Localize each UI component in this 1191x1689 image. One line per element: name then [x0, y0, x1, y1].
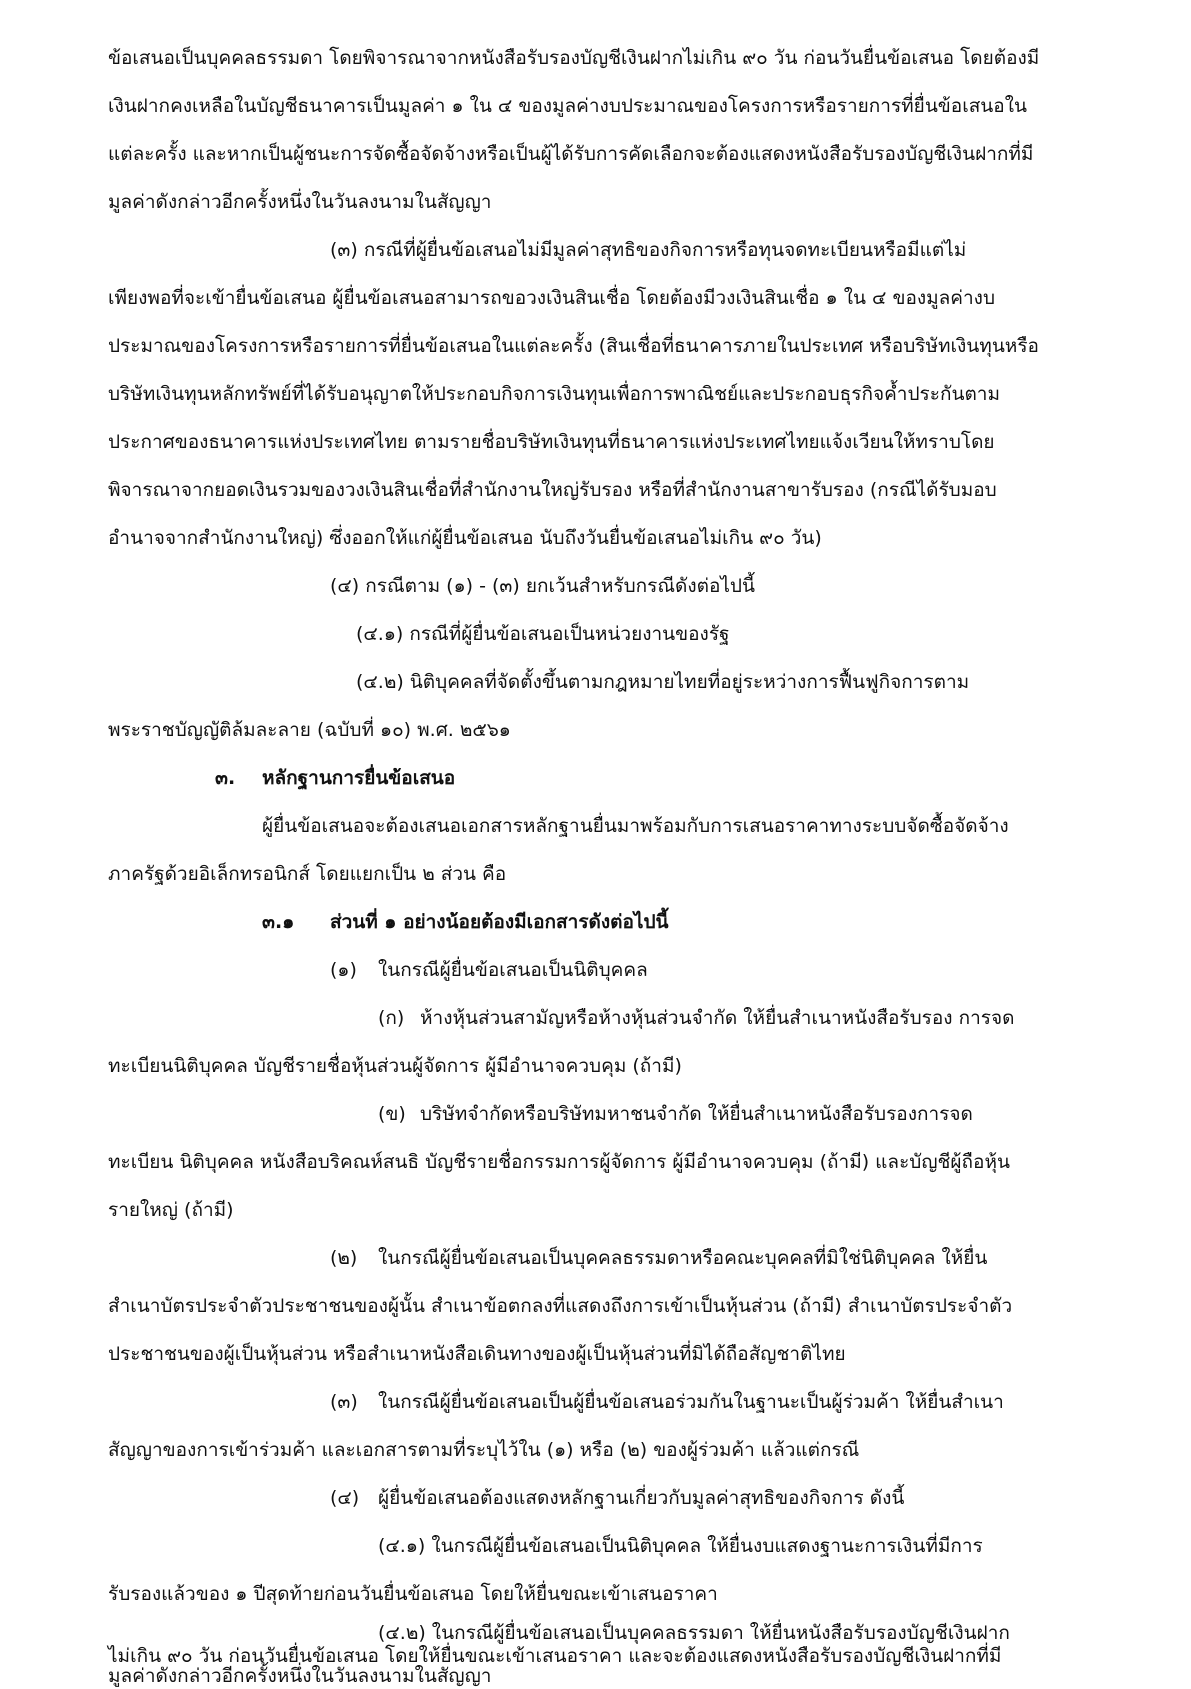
text-line: รับรองแล้วของ ๑ ปีสุดท้ายก่อนวันยื่นข้อเสนอ โดยให้ยื่นขณะเข้าเสนอราคา: [108, 1583, 718, 1605]
text-line: บริษัทเงินทุนหลักทรัพย์ที่ได้รับอนุญาตให้ประกอบกิจการเงินทุนเพื่อการพาณิชย์และประกอบธุรกิจค้ำประกันตาม: [108, 383, 1000, 405]
section-heading: หลักฐานการยื่นข้อเสนอ: [262, 767, 456, 789]
item-number: (๒): [330, 1247, 358, 1269]
text-line: พิจารณาจากยอดเงินรวมของวงเงินสินเชื่อที่สำนักงานใหญ่รับรอง หรือที่สำนักงานสาขารับรอง (กรณีได้รับมอบ: [108, 479, 997, 501]
text-line: (๓) กรณีที่ผู้ยื่นข้อเสนอไม่มีมูลค่าสุทธิของกิจการหรือทุนจดทะเบียนหรือมีแต่ไม่: [330, 239, 967, 261]
text-line: ในกรณีผู้ยื่นข้อเสนอเป็นนิติบุคคล: [378, 959, 648, 981]
text-line: ประชาชนของผู้เป็นหุ้นส่วน หรือสำเนาหนังสือเดินทางของผู้เป็นหุ้นส่วนที่มิได้ถือสัญชาติไทย: [108, 1343, 846, 1365]
text-line: ทะเบียน นิติบุคคล หนังสือบริคณห์สนธิ บัญชีรายชื่อกรรมการผู้จัดการ ผู้มีอำนาจควบคุม (ถ้ามี) และบัญชีผู้ถือหุ้น: [108, 1151, 1010, 1173]
text-line: ประมาณของโครงการหรือรายการที่ยื่นข้อเสนอในแต่ละครั้ง (สินเชื่อที่ธนาคารภายในประเทศ หรือบริษัทเงินทุนหรือ: [108, 335, 1039, 357]
text-line: ผู้ยื่นข้อเสนอจะต้องเสนอเอกสารหลักฐานยื่นมาพร้อมกับการเสนอราคาทางระบบจัดซื้อจัดจ้าง: [262, 815, 1009, 837]
text-line: (๔) กรณีตาม (๑) - (๓) ยกเว้นสำหรับกรณีดังต่อไปนี้: [330, 575, 755, 597]
text-line: เงินฝากคงเหลือในบัญชีธนาคารเป็นมูลค่า ๑ ใน ๔ ของมูลค่างบประมาณของโครงการหรือรายการที่ยื่นข้อเสนอใน: [108, 95, 1027, 117]
text-line: รายใหญ่ (ถ้ามี): [108, 1199, 234, 1221]
text-line: (๔.๒) ในกรณีผู้ยื่นข้อเสนอเป็นบุคคลธรรมดา ให้ยื่นหนังสือรับรองบัญชีเงินฝาก: [378, 1622, 1010, 1644]
text-line: (๔.๒) นิติบุคคลที่จัดตั้งขึ้นตามกฎหมายไทยที่อยู่ระหว่างการฟื้นฟูกิจการตาม: [356, 671, 970, 693]
text-line: ห้างหุ้นส่วนสามัญหรือห้างหุ้นส่วนจำกัด ให้ยื่นสำเนาหนังสือรับรอง การจด: [420, 1007, 1015, 1029]
text-line: ในกรณีผู้ยื่นข้อเสนอเป็นผู้ยื่นข้อเสนอร่วมกันในฐานะเป็นผู้ร่วมค้า ให้ยื่นสำเนา: [378, 1391, 1004, 1413]
subsection-heading: ส่วนที่ ๑ อย่างน้อยต้องมีเอกสารดังต่อไปนี้: [330, 911, 669, 933]
text-line: เพียงพอที่จะเข้ายื่นข้อเสนอ ผู้ยื่นข้อเสนอสามารถขอวงเงินสินเชื่อ โดยต้องมีวงเงินสินเชื่อ ๑ ใน ๔ ของมูลค่างบ: [108, 287, 996, 309]
text-line: สัญญาของการเข้าร่วมค้า และเอกสารตามที่ระบุไว้ใน (๑) หรือ (๒) ของผู้ร่วมค้า แล้วแต่กรณี: [108, 1439, 860, 1461]
text-line: ข้อเสนอเป็นบุคคลธรรมดา โดยพิจารณาจากหนังสือรับรองบัญชีเงินฝากไม่เกิน ๙๐ วัน ก่อนวันยื่นข้อเสนอ โดยต้องมี: [108, 47, 1040, 69]
text-line: ทะเบียนนิติบุคคล บัญชีรายชื่อหุ้นส่วนผู้จัดการ ผู้มีอำนาจควบคุม (ถ้ามี): [108, 1055, 682, 1077]
subsection-number: ๓.๑: [262, 911, 295, 933]
text-line: ประกาศของธนาคารแห่งประเทศไทย ตามรายชื่อบริษัทเงินทุนที่ธนาคารแห่งประเทศไทยแจ้งเวียนให้ทราบโดย: [108, 431, 995, 453]
text-line: (๔.๑) ในกรณีผู้ยื่นข้อเสนอเป็นนิติบุคคล ให้ยื่นงบแสดงฐานะการเงินที่มีการ: [378, 1535, 983, 1557]
item-number: (๑): [330, 959, 357, 981]
text-line: ในกรณีผู้ยื่นข้อเสนอเป็นบุคคลธรรมดาหรือคณะบุคคลที่มิใช่นิติบุคคล ให้ยื่น: [378, 1247, 988, 1269]
item-number: (ก): [378, 1007, 405, 1029]
text-line: (๔.๑) กรณีที่ผู้ยื่นข้อเสนอเป็นหน่วยงานของรัฐ: [356, 623, 730, 645]
text-line: อำนาจจากสำนักงานใหญ่) ซึ่งออกให้แก่ผู้ยื่นข้อเสนอ นับถึงวันยื่นข้อเสนอไม่เกิน ๙๐ วัน): [108, 527, 822, 549]
text-line: มูลค่าดังกล่าวอีกครั้งหนึ่งในวันลงนามในสัญญา: [108, 191, 492, 213]
text-line: พระราชบัญญัติล้มละลาย (ฉบับที่ ๑๐) พ.ศ. ๒๕๖๑: [108, 719, 511, 741]
item-number: (ข): [378, 1103, 406, 1125]
text-line: ภาครัฐด้วยอิเล็กทรอนิกส์ โดยแยกเป็น ๒ ส่วน คือ: [108, 863, 507, 885]
text-line: สำเนาบัตรประจำตัวประชาชนของผู้นั้น สำเนาข้อตกลงที่แสดงถึงการเข้าเป็นหุ้นส่วน (ถ้ามี) สำเนาบัตรประจำตัว: [108, 1295, 1013, 1317]
item-number: (๓): [330, 1391, 358, 1413]
section-number: ๓.: [215, 767, 236, 789]
item-number: (๔): [330, 1487, 360, 1509]
text-line: ไม่เกิน ๙๐ วัน ก่อนวันยื่นข้อเสนอ โดยให้ยื่นขณะเข้าเสนอราคา และจะต้องแสดงหนังสือรับรองบัญชีเงินฝากที่มี: [108, 1645, 1002, 1667]
text-line: มูลค่าดังกล่าวอีกครั้งหนึ่งในวันลงนามในสัญญา: [108, 1665, 492, 1687]
text-line: ผู้ยื่นข้อเสนอต้องแสดงหลักฐานเกี่ยวกับมูลค่าสุทธิของกิจการ ดังนี้: [378, 1487, 905, 1509]
text-line: แต่ละครั้ง และหากเป็นผู้ชนะการจัดซื้อจัดจ้างหรือเป็นผู้ได้รับการคัดเลือกจะต้องแสดงหนังสือรับรองบัญชีเงินฝากที่มี: [108, 143, 1034, 165]
text-line: บริษัทจำกัดหรือบริษัทมหาชนจำกัด ให้ยื่นสำเนาหนังสือรับรองการจด: [420, 1103, 973, 1125]
